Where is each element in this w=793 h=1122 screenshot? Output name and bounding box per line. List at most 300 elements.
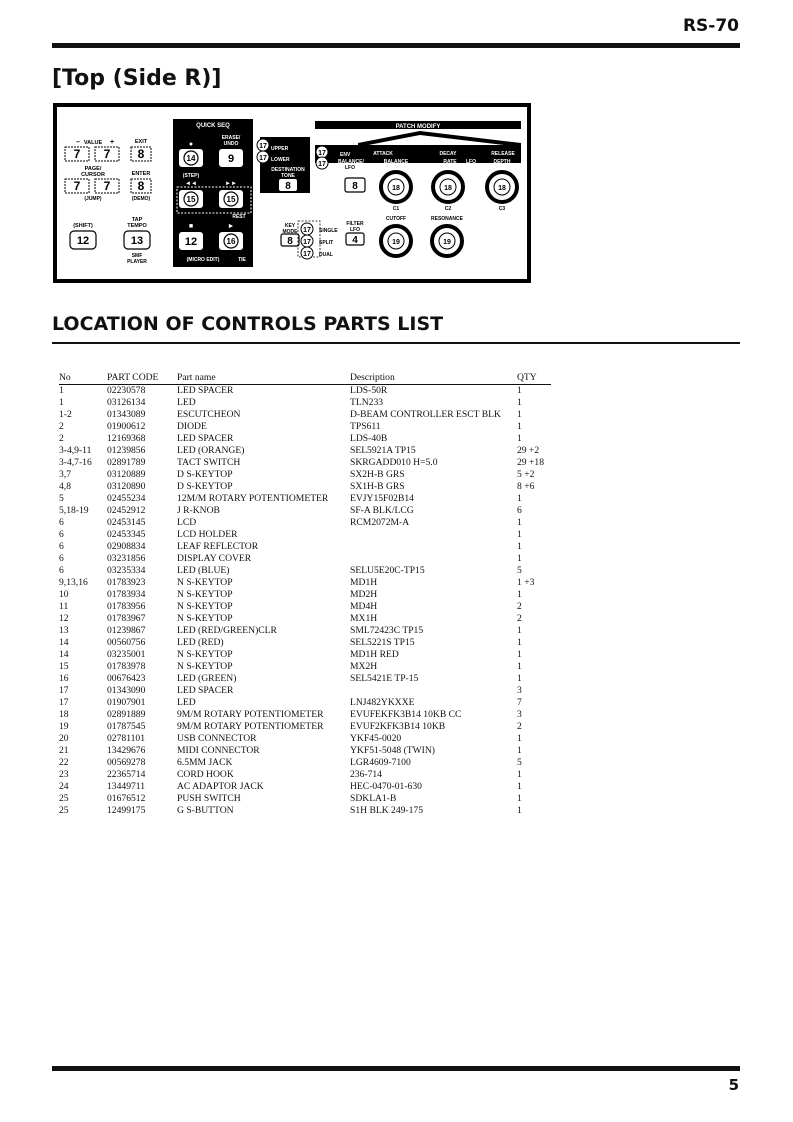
table-row (59, 553, 551, 565)
quick-seq-title: QUICK SEQ (196, 123, 230, 129)
cell-description: LDS-40B (350, 433, 388, 444)
cell-part-code: 01787545 (107, 721, 146, 732)
cell-qty: 1 (517, 517, 522, 528)
cell-description: SML72423C TP15 (350, 625, 424, 636)
cell-no: 21 (59, 745, 69, 756)
cell-qty: 1 (517, 433, 522, 444)
table-row (59, 589, 551, 601)
resonance-label: RESONANCE (431, 216, 463, 222)
cell-part-code: 01907901 (107, 697, 146, 708)
table-row (59, 565, 551, 577)
cell-part-name: 6.5MM JACK (177, 757, 233, 768)
callout-7-text: 7 (73, 147, 81, 161)
callout-17-text: 17 (318, 150, 326, 157)
cell-qty: 1 (517, 733, 522, 744)
cell-part-code: 01343089 (107, 409, 146, 420)
depth-label: DEPTH (493, 159, 511, 165)
cell-qty: 5 (517, 757, 522, 768)
cell-part-code: 02455234 (107, 493, 146, 504)
cell-description (350, 685, 517, 697)
callout-17-text: 17 (259, 155, 267, 162)
cell-qty: 1 (517, 589, 522, 600)
tie-label: TIE (238, 257, 246, 263)
cell-no: 11 (59, 601, 69, 612)
cell-no: 10 (59, 589, 69, 600)
callout-7-text: 7 (103, 179, 111, 193)
parts-table-header (59, 372, 551, 385)
table-row (59, 769, 551, 781)
table-row (59, 805, 551, 817)
cell-part-code: 03231856 (107, 553, 146, 564)
table-row (59, 721, 551, 733)
balance-label: BALANCE (383, 159, 409, 165)
cell-part-code: 03120890 (107, 481, 146, 492)
play-label: ► (227, 223, 235, 230)
parts-table (59, 372, 551, 817)
cell-part-code: 02453345 (107, 529, 146, 540)
cell-part-code: 22365714 (107, 769, 146, 780)
callout-4-text: 4 (352, 235, 358, 246)
cell-description: MD2H (350, 589, 378, 600)
cell-no: 15 (59, 661, 69, 672)
step-label: (STEP) (182, 173, 200, 179)
cell-part-name: LCD (177, 517, 197, 528)
cell-no: 17 (59, 685, 69, 696)
cell-part-code: 02891789 (107, 457, 146, 468)
table-row (59, 505, 551, 517)
table-row (59, 601, 551, 613)
cell-qty: 6 (517, 505, 522, 516)
cell-part-code: 02452912 (107, 505, 146, 516)
cutoff-label: CUTOFF (385, 216, 407, 222)
split-label: SPLIT (319, 240, 334, 246)
cell-part-code: 01900612 (107, 421, 146, 432)
single-label: SINGLE (319, 228, 338, 234)
table-row (59, 385, 551, 398)
table-row (59, 661, 551, 673)
table-row (59, 697, 551, 709)
patch-modify-title: PATCH MODIFY (395, 124, 441, 130)
cell-description: EVUFEKFK3B14 10KB CC (350, 709, 462, 720)
cell-no: 6 (59, 553, 64, 564)
cell-qty: 1 +3 (517, 577, 535, 588)
cell-description: MD1H RED (350, 649, 399, 660)
cell-description: SEL5221S TP15 (350, 637, 415, 648)
callout-17-text: 17 (318, 161, 326, 168)
erase-label: ERASE/ (221, 135, 241, 141)
mode-label: MODE (282, 229, 298, 235)
cell-qty: 8 +6 (517, 481, 535, 492)
cell-no: 23 (59, 769, 69, 780)
table-row (59, 793, 551, 805)
callout-19-text: 19 (392, 239, 400, 246)
cell-qty: 1 (517, 745, 522, 756)
cell-no: 3,7 (59, 469, 71, 480)
top-panel-diagram (53, 103, 531, 283)
destination-label: DESTINATION (271, 167, 305, 173)
callout-17-text: 17 (303, 239, 311, 246)
cell-part-code: 01783978 (107, 661, 146, 672)
table-row (59, 481, 551, 493)
cell-qty: 1 (517, 529, 522, 540)
cell-description: TLN233 (350, 397, 384, 408)
cell-part-name: PUSH SWITCH (177, 793, 241, 804)
col-qty: QTY (517, 372, 551, 385)
cell-qty: 1 (517, 661, 522, 672)
cell-qty: 1 (517, 805, 522, 816)
cell-part-name: LED (GREEN) (177, 673, 237, 684)
cell-part-code: 02891889 (107, 709, 146, 720)
tap-label: TAP (131, 217, 143, 223)
cell-no: 2 (59, 421, 64, 432)
cell-part-code: 03235334 (107, 565, 146, 576)
cell-part-name: TACT SWITCH (177, 457, 241, 468)
cell-part-name: N S-KEYTOP (177, 613, 233, 624)
shift-label: (SHIFT) (73, 223, 93, 229)
cell-part-code: 01239856 (107, 445, 146, 456)
cell-qty: 1 (517, 649, 522, 660)
cell-part-name: N S-KEYTOP (177, 661, 233, 672)
cell-qty: 1 (517, 409, 522, 420)
cell-qty: 1 (517, 553, 522, 564)
callout-18-text: 18 (444, 185, 452, 192)
cell-description: RCM2072M-A (350, 517, 410, 528)
callout-12-text: 12 (76, 235, 90, 247)
cell-qty: 1 (517, 385, 522, 396)
upper-label: UPPER (271, 146, 289, 152)
cell-qty: 2 (517, 601, 522, 612)
parts-table-body (59, 385, 551, 818)
cell-description: HEC-0470-01-630 (350, 781, 422, 792)
table-row (59, 397, 551, 409)
cell-description (350, 529, 517, 541)
table-row (59, 469, 551, 481)
cell-qty: 1 (517, 769, 522, 780)
cell-qty: 1 (517, 541, 522, 552)
cell-no: 2 (59, 433, 64, 444)
page-number: 5 (728, 1076, 739, 1094)
cell-description: LDS-50R (350, 385, 388, 396)
minus-label: – (76, 139, 80, 146)
rec-dot: ● (188, 141, 194, 148)
callout-14-text: 14 (186, 154, 196, 163)
rest-label: REST (232, 214, 246, 220)
cell-description: S1H BLK 249-175 (350, 805, 424, 816)
cell-part-name: LED (RED/GREEN)CLR (177, 625, 277, 636)
decay-label: DECAY (439, 151, 457, 157)
callout-19-text: 19 (443, 239, 451, 246)
parts-list-title: LOCATION OF CONTROLS PARTS LIST (52, 313, 444, 335)
cell-no: 22 (59, 757, 69, 768)
cell-description: MX1H (350, 613, 378, 624)
table-row (59, 613, 551, 625)
table-row (59, 757, 551, 769)
cell-description: EVJY15F02B14 (350, 493, 414, 504)
cell-part-name: 9M/M ROTARY POTENTIOMETER (177, 721, 324, 732)
cell-qty: 1 (517, 793, 522, 804)
cell-part-code: 02781101 (107, 733, 146, 744)
cell-description (350, 553, 517, 565)
cell-no: 14 (59, 649, 69, 660)
cell-part-name: USB CONNECTOR (177, 733, 257, 744)
cell-part-name: LED SPACER (177, 385, 234, 396)
cell-qty: 1 (517, 493, 522, 504)
key-label: KEY (284, 223, 296, 229)
cell-part-name: ESCUTCHEON (177, 409, 241, 420)
cell-part-code: 13449711 (107, 781, 146, 792)
rew-label: ◄◄ (185, 181, 197, 187)
cell-qty: 1 (517, 637, 522, 648)
header-rule (52, 43, 740, 48)
smf-label: SMF (131, 253, 143, 259)
cell-part-name: N S-KEYTOP (177, 649, 233, 660)
cell-part-code: 02230578 (107, 385, 146, 396)
cell-description: SX2H-B GRS (350, 469, 405, 480)
cell-part-code: 01239867 (107, 625, 146, 636)
cell-part-code: 02908834 (107, 541, 146, 552)
table-row (59, 541, 551, 553)
cell-no: 5 (59, 493, 64, 504)
cell-part-code: 01783934 (107, 589, 146, 600)
cell-no: 24 (59, 781, 69, 792)
cell-part-code: 00560756 (107, 637, 146, 648)
cell-no: 12 (59, 613, 69, 624)
cell-part-name: MIDI CONNECTOR (177, 745, 260, 756)
cell-part-code: 01343090 (107, 685, 146, 696)
callout-15-text: 15 (186, 195, 196, 204)
callout-17-text: 17 (259, 143, 267, 150)
table-row (59, 625, 551, 637)
cell-part-name: LED (177, 397, 196, 408)
cell-part-code: 02453145 (107, 517, 146, 528)
callout-15-text: 15 (226, 195, 236, 204)
exit-label: EXIT (134, 139, 148, 145)
table-row (59, 637, 551, 649)
table-row (59, 673, 551, 685)
cell-part-name: LEAF REFLECTOR (177, 541, 259, 552)
lfo-label: LFO (466, 159, 476, 165)
cell-no: 16 (59, 673, 69, 684)
cell-description: SX1H-B GRS (350, 481, 405, 492)
cell-part-code: 12169368 (107, 433, 146, 444)
stop-label: ■ (188, 223, 194, 230)
cell-qty: 7 (517, 697, 522, 708)
plus-label: + (110, 139, 115, 146)
rate-label: RATE (443, 159, 457, 165)
cell-part-code: 13429676 (107, 745, 146, 756)
enter-label: ENTER (131, 171, 151, 177)
callout-8-text: 8 (287, 236, 293, 247)
lower-label: LOWER (271, 157, 290, 163)
lfo-sub-label: LFO (345, 165, 355, 171)
cell-no: 20 (59, 733, 69, 744)
table-row (59, 745, 551, 757)
callout-17-text: 17 (303, 251, 311, 258)
cell-part-code: 03235001 (107, 649, 146, 660)
cell-description: 236-714 (350, 769, 382, 780)
cell-part-name: N S-KEYTOP (177, 589, 233, 600)
table-row (59, 733, 551, 745)
section-title: [Top (Side R)] (52, 66, 222, 91)
table-row (59, 649, 551, 661)
cell-description: MX2H (350, 661, 378, 672)
table-row (59, 709, 551, 721)
cell-no: 14 (59, 637, 69, 648)
cell-no: 6 (59, 517, 64, 528)
player-label: PLAYER (127, 259, 147, 265)
cell-no: 1 (59, 385, 64, 396)
footer-rule (52, 1066, 740, 1071)
cell-description: SDKLA1-B (350, 793, 397, 804)
cell-part-code: 00676423 (107, 673, 146, 684)
cell-description: MD4H (350, 601, 378, 612)
filter-label: FILTER (346, 221, 364, 227)
cell-description: YKF45-0020 (350, 733, 402, 744)
parts-title-rule (52, 342, 740, 344)
c2-label: C2 (444, 206, 452, 212)
table-row (59, 409, 551, 421)
dual-label: DUAL (319, 252, 333, 258)
cell-part-code: 03126134 (107, 397, 146, 408)
col-part-name: Part name (177, 372, 350, 385)
col-no: No (59, 372, 107, 385)
callout-18-text: 18 (392, 185, 400, 192)
table-row (59, 433, 551, 445)
table-row (59, 445, 551, 457)
cell-part-name: D S-KEYTOP (177, 469, 233, 480)
table-row (59, 529, 551, 541)
cell-description: SEL5421E TP-15 (350, 673, 419, 684)
callout-16-text: 16 (226, 237, 236, 246)
cell-part-name: 12M/M ROTARY POTENTIOMETER (177, 493, 329, 504)
undo-label: UNDO (223, 141, 239, 147)
cell-description: LGR4609-7100 (350, 757, 411, 768)
cell-description: SKRGADD010 H=5.0 (350, 457, 438, 468)
cell-part-name: 9M/M ROTARY POTENTIOMETER (177, 709, 324, 720)
cell-no: 13 (59, 625, 69, 636)
tempo-label: TEMPO (127, 223, 147, 229)
cell-qty: 1 (517, 421, 522, 432)
cell-qty: 2 (517, 613, 522, 624)
cell-part-code: 01783923 (107, 577, 146, 588)
table-row (59, 457, 551, 469)
model-name: RS-70 (682, 16, 739, 36)
cell-qty: 3 (517, 685, 522, 696)
table-row (59, 781, 551, 793)
cursor-label: CURSOR (81, 172, 105, 178)
cell-qty: 29 +2 (517, 445, 540, 456)
cell-description: SELU5E20C-TP15 (350, 565, 425, 576)
c3-label: C3 (498, 206, 506, 212)
cell-no: 6 (59, 541, 64, 552)
callout-17-text: 17 (303, 227, 311, 234)
demo-label: (DEMO) (131, 196, 151, 202)
balance-lfo-label: BALANCE/ (338, 159, 364, 165)
cell-part-name: LCD HOLDER (177, 529, 238, 540)
callout-7-text: 7 (73, 179, 81, 193)
cell-no: 3-4,7-16 (59, 457, 92, 468)
cell-qty: 5 (517, 565, 522, 576)
value-label: VALUE (83, 140, 103, 146)
page-label: PAGE/ (84, 166, 102, 172)
cell-part-code: 12499175 (107, 805, 146, 816)
cell-description: TPS611 (350, 421, 381, 432)
cell-no: 9,13,16 (59, 577, 88, 588)
cell-no: 25 (59, 793, 69, 804)
cell-no: 6 (59, 565, 64, 576)
cell-part-name: LED (ORANGE) (177, 445, 245, 456)
cell-part-name: LED (177, 697, 196, 708)
cell-qty: 1 (517, 625, 522, 636)
cell-part-name: LED SPACER (177, 433, 234, 444)
cell-description (350, 541, 517, 553)
release-label: RELEASE (491, 151, 515, 157)
cell-part-name: J R-KNOB (177, 505, 220, 516)
ff-label: ►► (225, 181, 237, 187)
c1-label: C1 (392, 206, 400, 212)
cell-qty: 1 (517, 781, 522, 792)
table-row (59, 685, 551, 697)
cell-no: 1 (59, 397, 64, 408)
cell-part-name: LED (RED) (177, 637, 224, 648)
table-row (59, 493, 551, 505)
cell-part-code: 03120889 (107, 469, 146, 480)
callout-18-text: 18 (498, 185, 506, 192)
cell-part-code: 01783956 (107, 601, 146, 612)
callout-7-text: 7 (103, 147, 111, 161)
cell-description: SEL5921A TP15 (350, 445, 416, 456)
cell-qty: 1 (517, 673, 522, 684)
cell-part-code: 00569278 (107, 757, 146, 768)
cell-part-name: LED SPACER (177, 685, 234, 696)
env-label: ENV (340, 152, 351, 158)
cell-description: LNJ482YKXXE (350, 697, 415, 708)
cell-no: 19 (59, 721, 69, 732)
cell-no: 1-2 (59, 409, 72, 420)
cell-qty: 29 +18 (517, 457, 544, 468)
cell-part-name: LED (BLUE) (177, 565, 230, 576)
cell-no: 4,8 (59, 481, 71, 492)
table-row (59, 517, 551, 529)
cell-part-name: DIODE (177, 421, 207, 432)
callout-12-text: 12 (184, 236, 198, 248)
cell-qty: 3 (517, 709, 522, 720)
cell-no: 18 (59, 709, 69, 720)
table-row (59, 421, 551, 433)
col-description: Description (350, 372, 517, 385)
cell-part-name: N S-KEYTOP (177, 577, 233, 588)
cell-part-name: CORD HOOK (177, 769, 234, 780)
attack-label: ATTACK (373, 151, 393, 157)
cell-description: YKF51-5048 (TWIN) (350, 745, 435, 756)
filter-lfo-label: LFO (350, 227, 360, 233)
callout-8-text: 8 (285, 181, 291, 192)
cell-part-code: 01783967 (107, 613, 146, 624)
table-row (59, 577, 551, 589)
cell-part-name: N S-KEYTOP (177, 601, 233, 612)
cell-part-code: 01676512 (107, 793, 146, 804)
cell-no: 25 (59, 805, 69, 816)
cell-qty: 5 +2 (517, 469, 535, 480)
cell-no: 5,18-19 (59, 505, 89, 516)
callout-8-text: 8 (352, 181, 358, 192)
callout-13-text: 13 (130, 235, 144, 247)
cell-no: 17 (59, 697, 69, 708)
micro-edit-label: (MICRO EDIT) (186, 257, 220, 263)
cell-qty: 1 (517, 397, 522, 408)
cell-qty: 2 (517, 721, 522, 732)
jump-label: (JUMP) (84, 196, 102, 202)
